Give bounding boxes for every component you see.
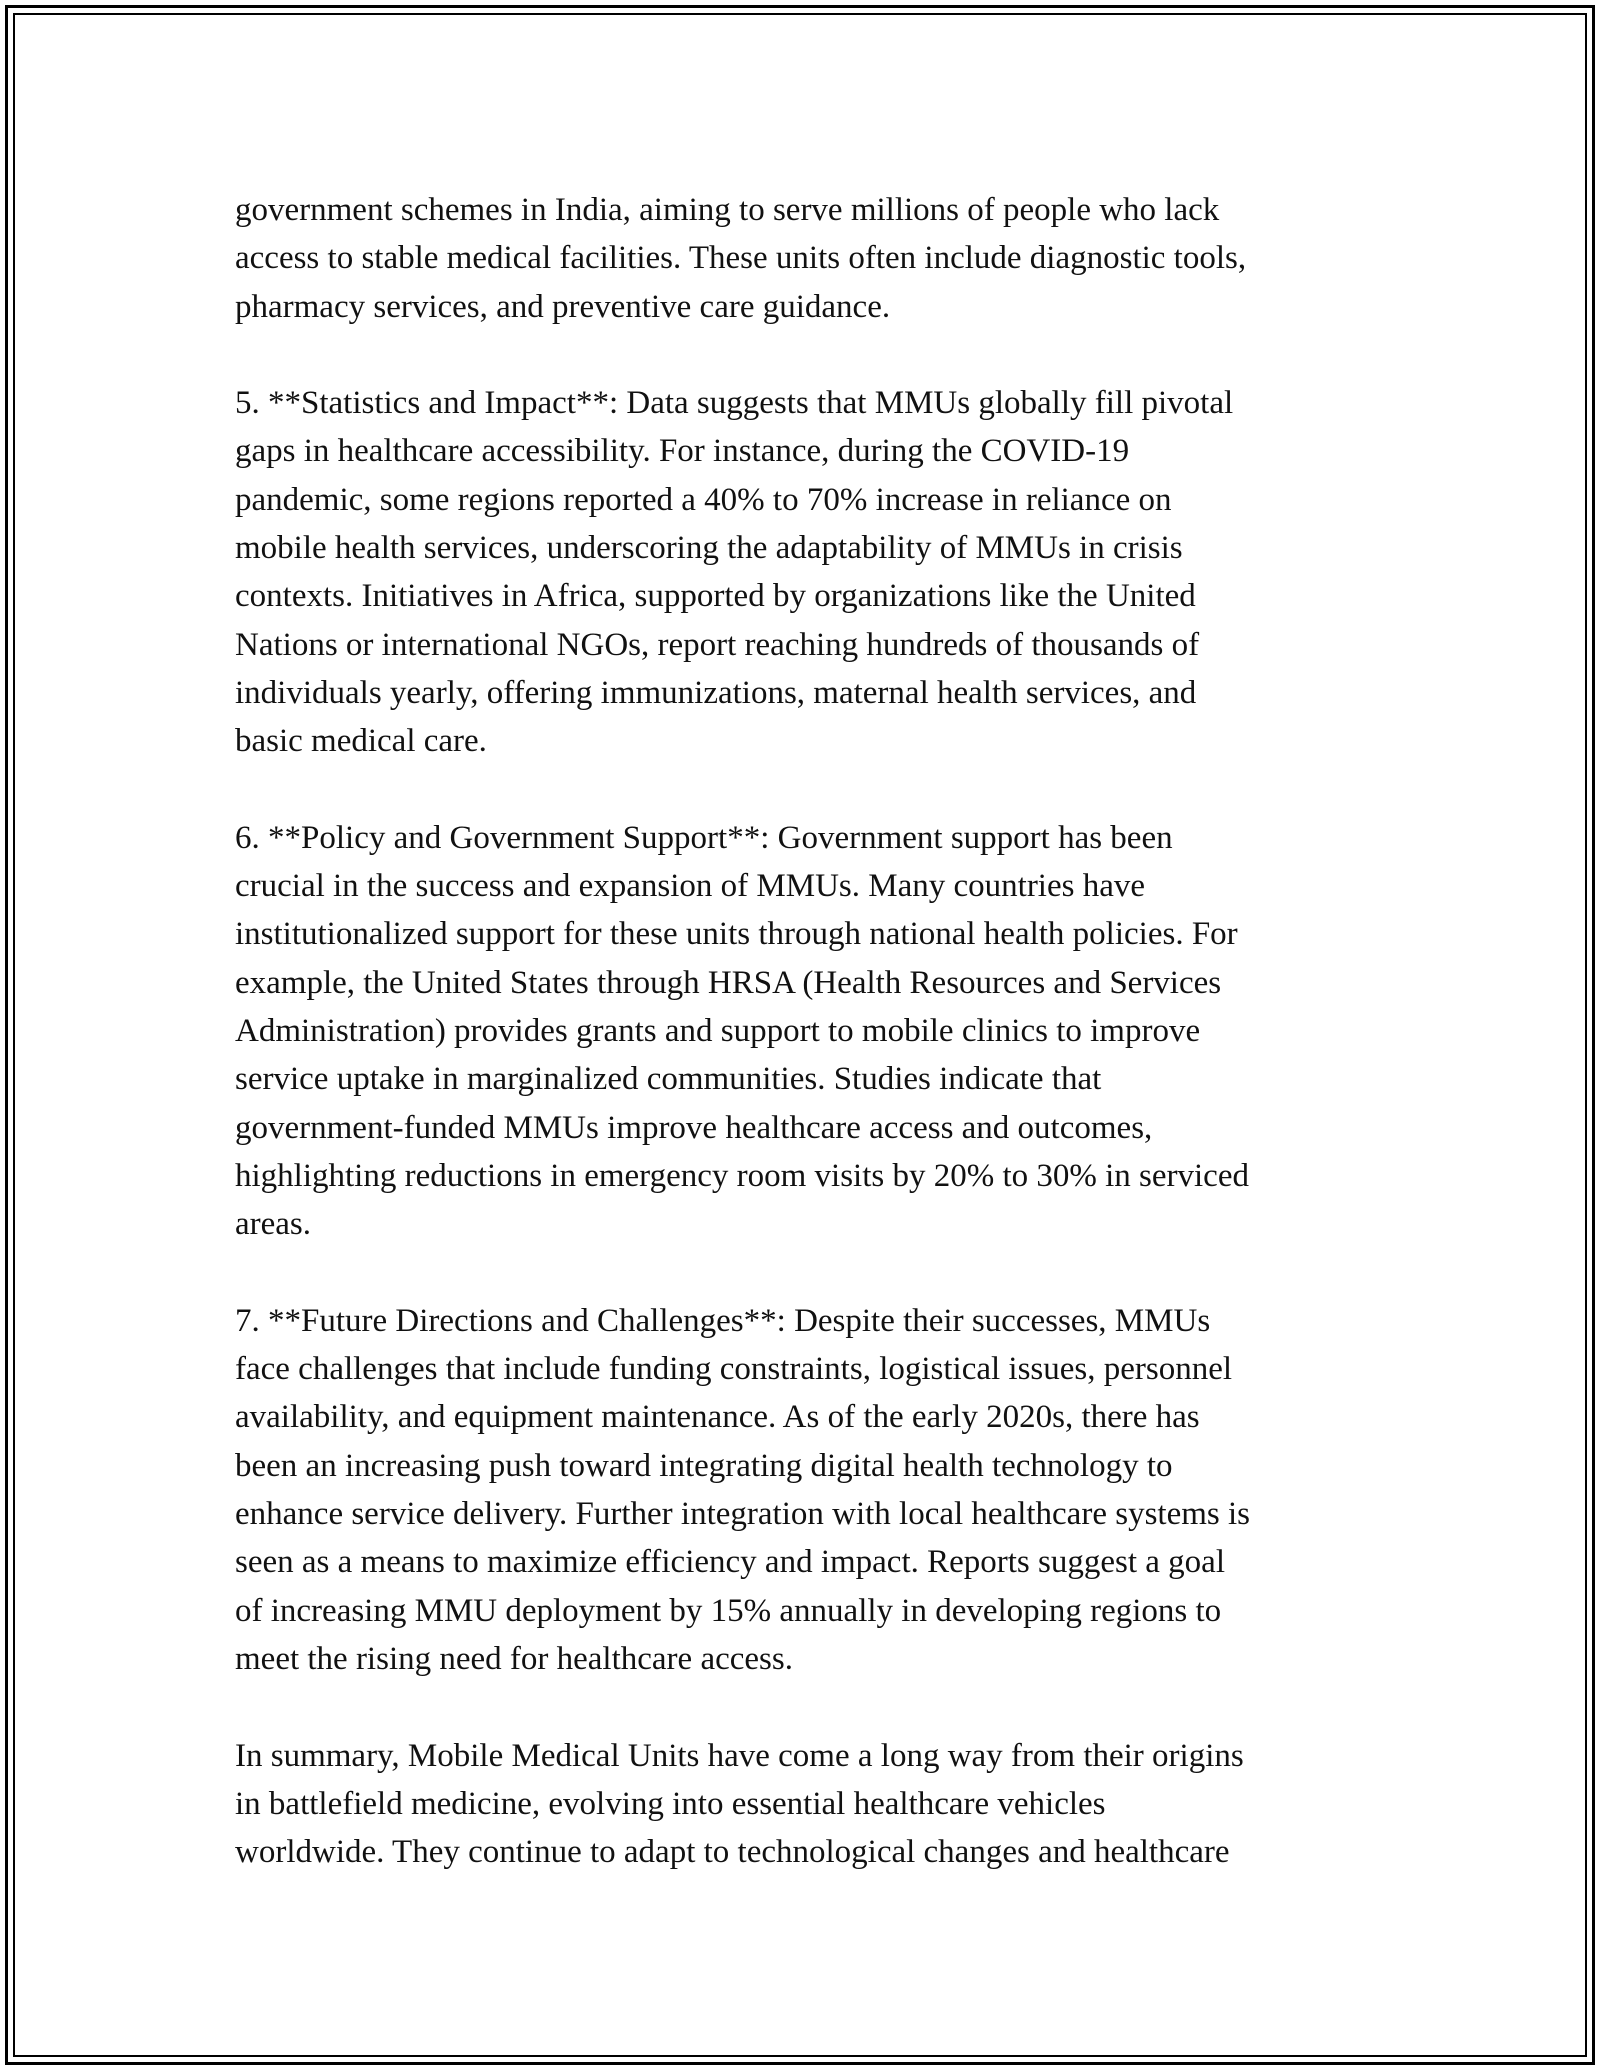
paragraph-india-schemes: government schemes in India, aiming to serve millions of people who lack access to stable medical facilities. These units often include diagnostic tools, pharmacy services, and preventive care guidance. xyxy=(235,192,1247,325)
document-body xyxy=(235,186,1375,1925)
paragraph-summary: In summary, Mobile Medical Units have come a long way from their origins in battlefield medicine, evolving into essential healthcare vehicles worldwide. They continue to adapt to technological changes and healthcare xyxy=(235,1737,1244,1871)
paragraph-future-directions: 7. **Future Directions and Challenges**: Despite their successes, MMUs face challenges that include funding constraints, logistical issues, personnel availability, and equipment maintenance. As of the early 2020s, there has been an increasing push toward integrating digital health technology to enhance service delivery. Further integration with local healthcare systems is seen as a means to maximize efficiency and impact. Reports suggest a goal of increasing MMU deployment by 15% annually in developing regions to meet the rising need for healthcare access. xyxy=(235,1302,1250,1677)
paragraph-statistics-impact: 5. **Statistics and Impact**: Data suggests that MMUs globally fill pivotal gaps in healthcare accessibility. For instance, during the COVID-19 pandemic, some regions reported a 40% to 70% increase in reliance on mobile health services, underscoring the adaptability of MMUs in crisis contexts. Initiatives in Africa, supported by organizations like the United Nations or international NGOs, report reaching hundreds of thousands of individuals yearly, offering immunizations, maternal health services, and basic medical care. xyxy=(235,385,1234,760)
paragraph-policy-support: 6. **Policy and Government Support**: Government support has been crucial in the success and expansion of MMUs. Many countries have institutionalized support for these units through national health policies. For example, the United States through HRSA (Health Resources and Services Administration) provides grants and support to mobile clinics to improve service uptake in marginalized communities. Studies indicate that government-funded MMUs improve healthcare access and outcomes, highlighting reductions in emergency room visits by 20% to 30% in serviced areas. xyxy=(235,819,1249,1243)
